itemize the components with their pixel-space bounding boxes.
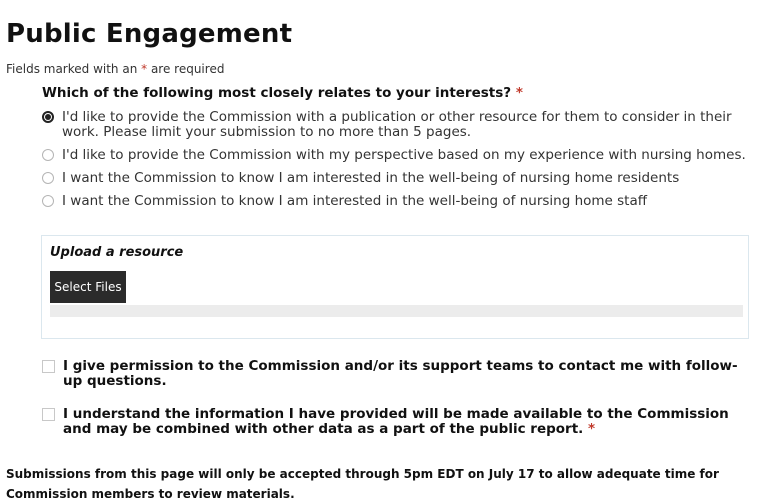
consent-label: I give permission to the Commission and/or its support teams to contact me with follow-up questions. <box>63 358 738 389</box>
radio-button[interactable] <box>42 195 54 207</box>
consent-label: I understand the information I have provided will be made available to the Commission and may be combined with other data as a part of the public report. <box>63 406 729 437</box>
consent-label-wrapper <box>63 407 742 437</box>
option-label: I want the Commission to know I am interested in the well-being of nursing home staff <box>62 193 648 209</box>
required-star: * <box>141 62 148 76</box>
interest-question-label: Which of the following most closely relates to your interests? <box>42 85 512 101</box>
option-label: I want the Commission to know I am interested in the well-being of nursing home residents <box>62 170 680 186</box>
interest-question <box>42 85 523 101</box>
select-files-button[interactable]: Select Files <box>50 271 126 303</box>
checkbox[interactable] <box>42 408 55 421</box>
required-note-prefix: Fields marked with an <box>6 62 142 76</box>
required-star: * <box>587 421 596 437</box>
interest-options <box>42 110 752 217</box>
option-label: I'd like to provide the Commission with my perspective based on my experience with nursing homes. <box>62 147 746 163</box>
interest-option-perspective[interactable] <box>42 148 752 163</box>
submission-deadline-note: Submissions from this page will only be accepted through 5pm EDT on July 17 to allow adequate time for Commission members to review materials. <box>6 467 719 501</box>
radio-button[interactable] <box>42 149 54 161</box>
interest-option-staff[interactable] <box>42 194 752 209</box>
checkbox[interactable] <box>42 360 55 373</box>
upload-resource-panel <box>41 235 749 339</box>
page-title: Public Engagement <box>6 19 293 50</box>
option-label: I'd like to provide the Commission with a publication or other resource for them to consider in their work. Please limit your submission to no more than 5 pages. <box>62 109 732 140</box>
interest-option-resource[interactable] <box>42 110 752 140</box>
required-note-suffix: are required <box>147 62 225 76</box>
consent-checkboxes <box>42 359 742 437</box>
upload-dropzone-bar[interactable] <box>50 305 743 317</box>
radio-button[interactable] <box>42 172 54 184</box>
required-fields-note <box>6 62 224 76</box>
radio-button-checked[interactable] <box>42 111 54 123</box>
required-star: * <box>515 85 523 101</box>
upload-resource-title: Upload a resource <box>50 245 184 260</box>
consent-contact-permission[interactable] <box>42 359 742 389</box>
consent-public-report[interactable] <box>42 407 742 437</box>
interest-option-residents[interactable] <box>42 171 752 186</box>
